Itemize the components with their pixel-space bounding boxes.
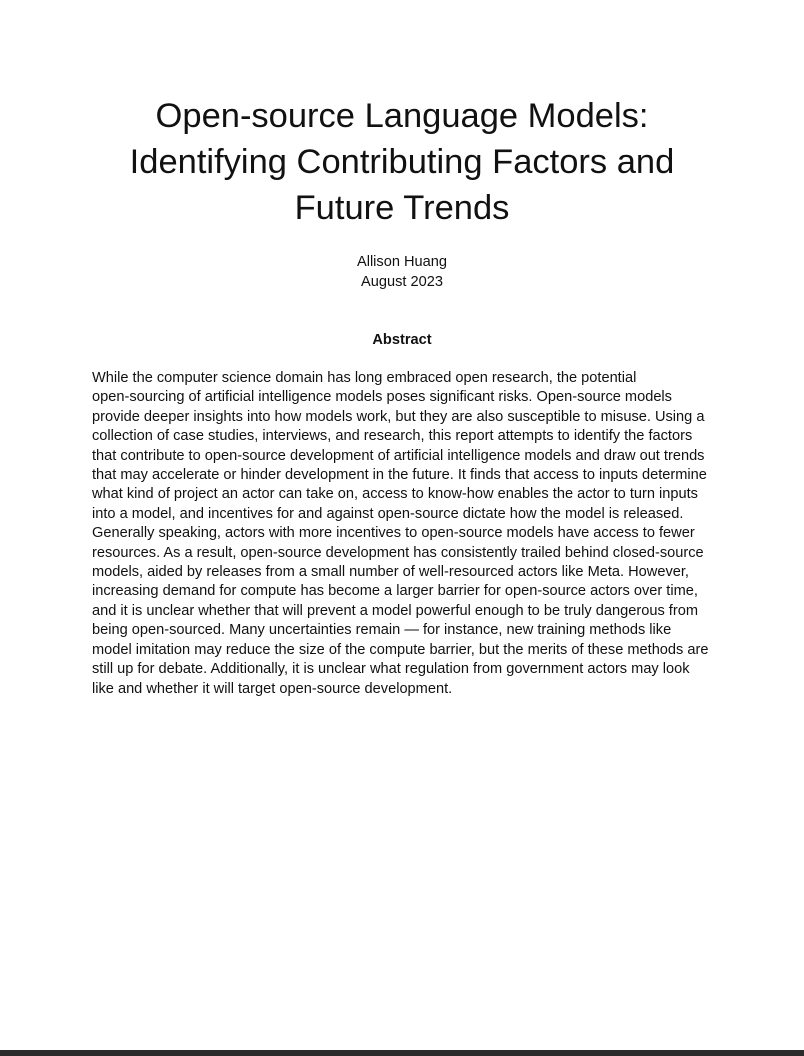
abstract-text: [92, 369, 732, 699]
abstract-heading: Abstract: [372, 332, 432, 348]
abstract-line: models, aided by releases from a small number of well-resourced actors like Meta. However,: [92, 564, 689, 581]
abstract-line: increasing demand for compute has become a larger barrier for open-source actors over time,: [92, 583, 698, 600]
abstract-line: collection of case studies, interviews, and research, this report attempts to identify the factors: [92, 428, 693, 445]
title-line: Open-source Language Models:: [155, 97, 649, 135]
abstract-line: open-sourcing of artificial intelligence models poses significant risks. Open-source models: [92, 389, 672, 406]
abstract-line: provide deeper insights into how models work, but they are also susceptible to misuse. Using a: [92, 408, 705, 425]
abstract-line: still up for debate. Additionally, it is unclear what regulation from government actors may look: [92, 661, 690, 678]
abstract-line: While the computer science domain has long embraced open research, the potential: [92, 370, 637, 386]
abstract-line: into a model, and incentives for and against open-source dictate how the model is released.: [92, 505, 684, 522]
abstract-line: Generally speaking, actors with more incentives to open-source models have access to fewer: [92, 525, 695, 542]
title-line: Future Trends: [294, 189, 510, 227]
title-line: Identifying Contributing Factors and: [129, 143, 675, 181]
viewer-bottom-edge: [0, 1050, 804, 1056]
publication-date: August 2023: [361, 273, 443, 290]
paper-title: [0, 93, 804, 231]
abstract-line: resources. As a result, open-source development has consistently trailed behind closed-source: [92, 544, 704, 561]
author-block: [0, 253, 804, 292]
abstract-line: and it is unclear whether that will prevent a model powerful enough to be truly dangerous from: [92, 602, 698, 619]
abstract-line: like and whether it will target open-source development.: [92, 680, 453, 697]
abstract-line: that may accelerate or hinder development in the future. It finds that access to inputs determine: [92, 467, 707, 484]
abstract-line: model imitation may reduce the size of the compute barrier, but the merits of these methods are: [92, 641, 709, 658]
abstract-line: being open-sourced. Many uncertainties remain — for instance, new training methods like: [92, 622, 672, 639]
abstract-line: that contribute to open-source development of artificial intelligence models and draw out trends: [92, 447, 705, 464]
abstract-line: what kind of project an actor can take on, access to know-how enables the actor to turn inputs: [92, 486, 698, 503]
author-name: Allison Huang: [356, 254, 448, 270]
